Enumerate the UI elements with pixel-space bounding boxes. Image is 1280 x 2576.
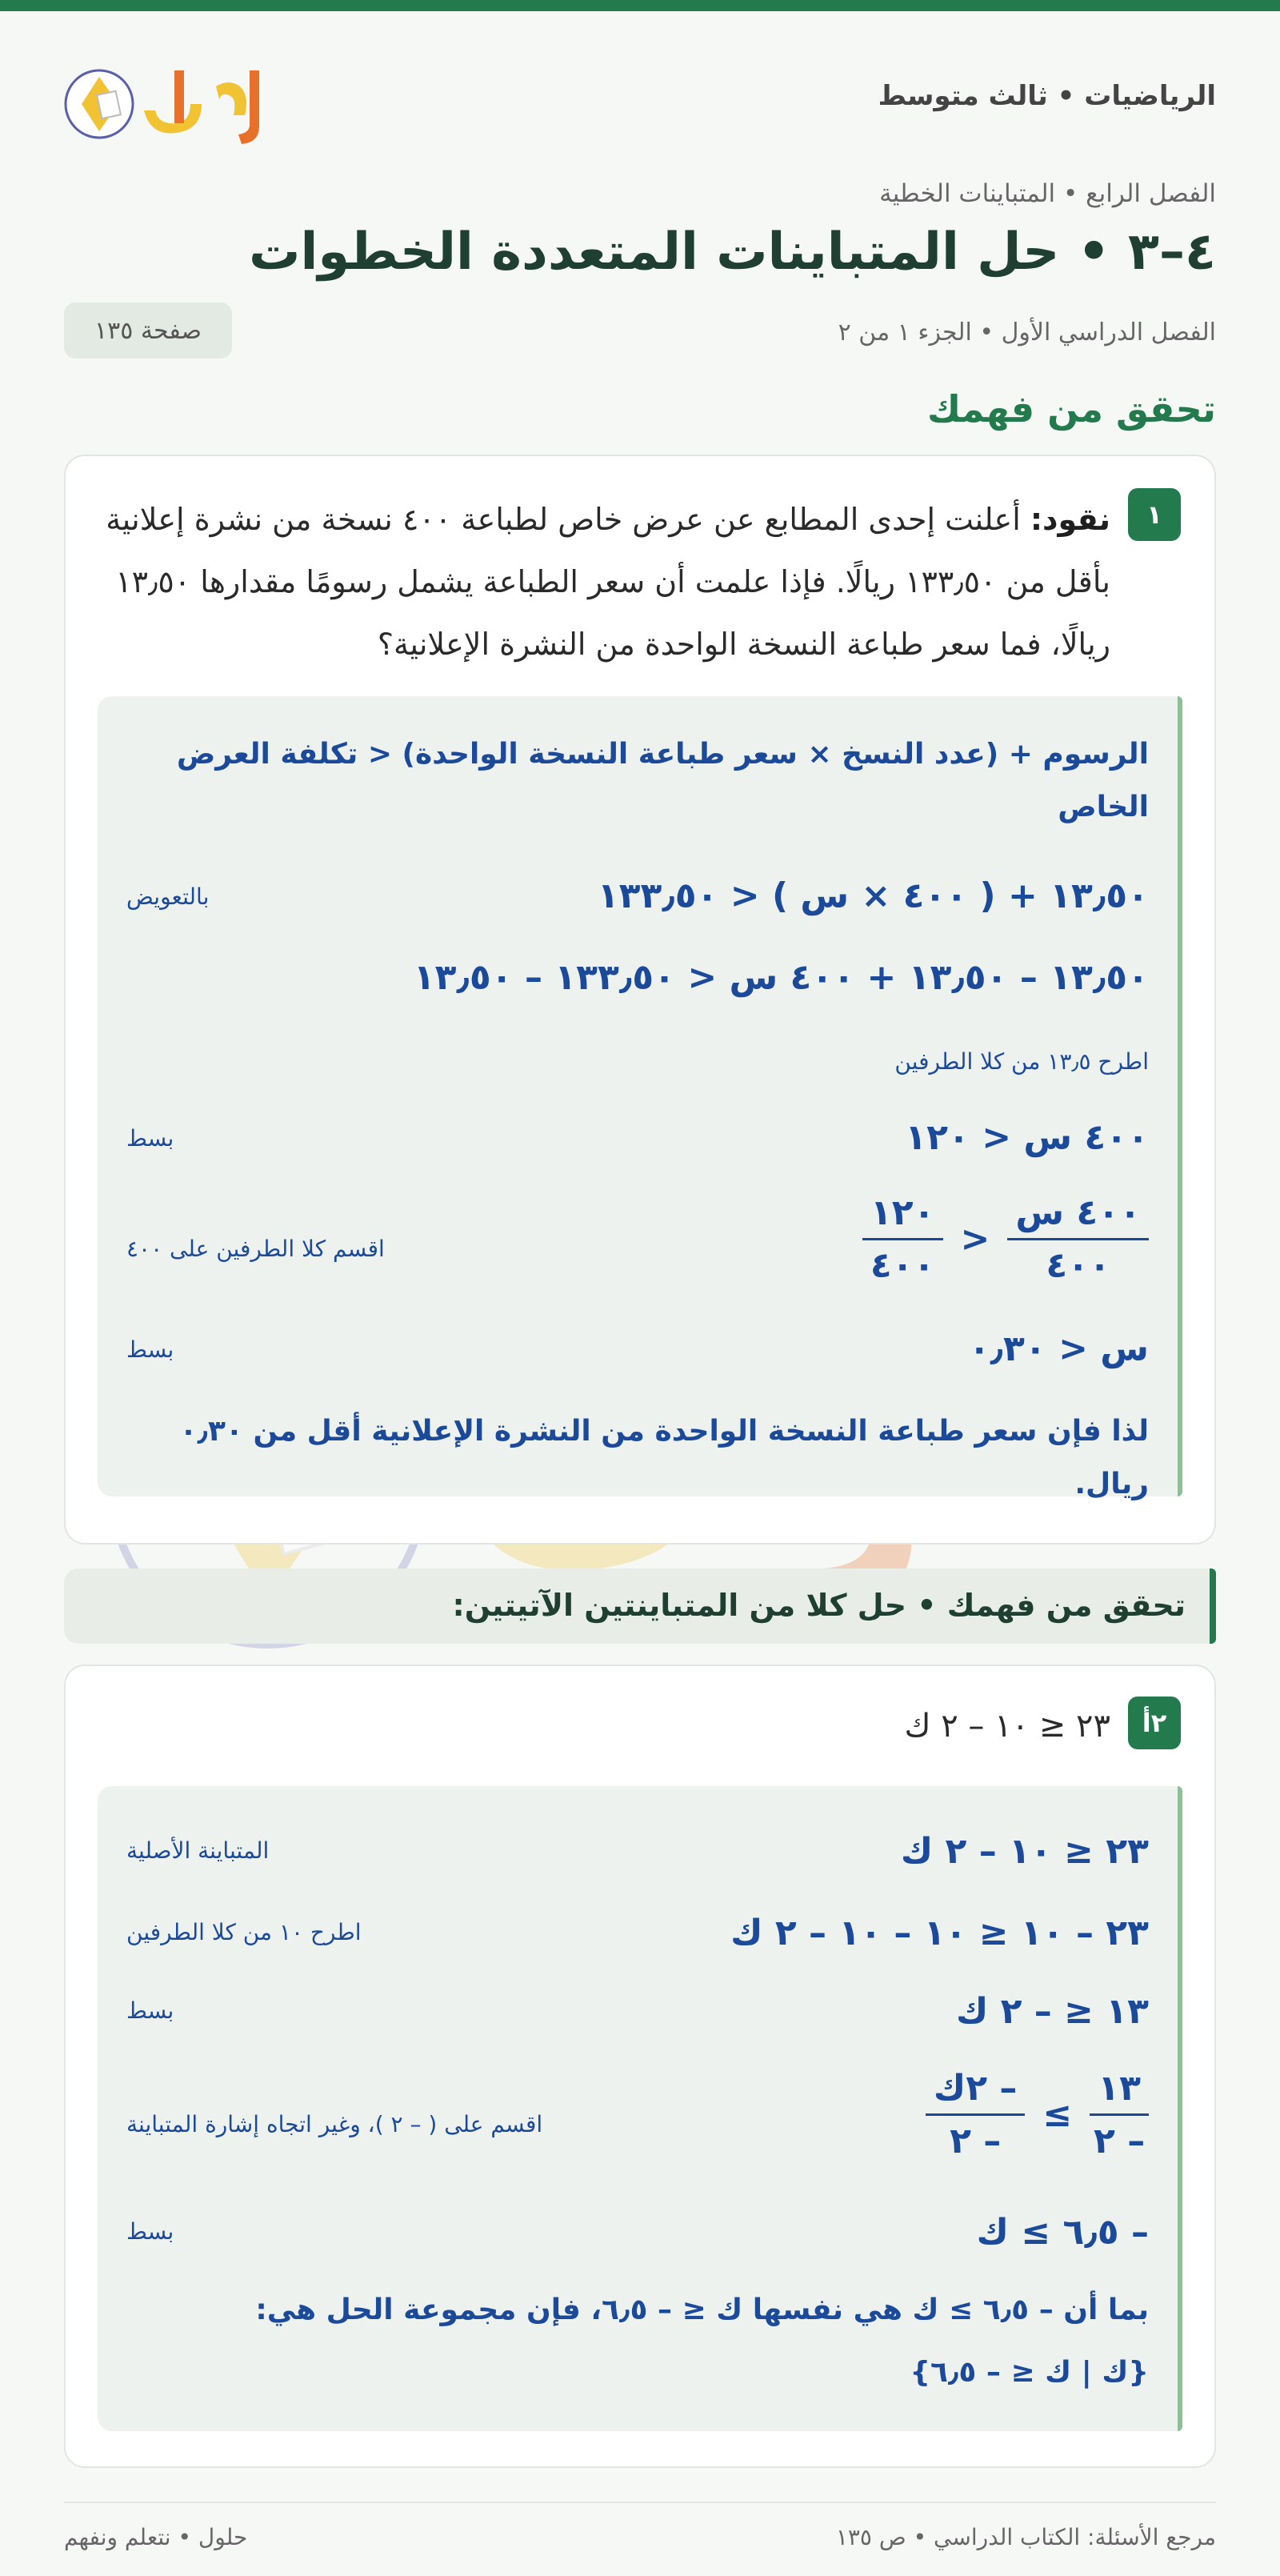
- problem-card-2a: [64, 1665, 1216, 2468]
- fraction-left: [1007, 1192, 1149, 1286]
- section-heading: تحقق من فهمك: [926, 387, 1216, 431]
- solution-set: {ك | ك ≤ – ٦٫٥}: [910, 2356, 1149, 2389]
- fraction-denominator: – ٢: [950, 2121, 1002, 2161]
- solution-step-note: بسط: [126, 1997, 174, 2024]
- fraction-right: [862, 1192, 943, 1286]
- solution-step-note: اقسم كلا الطرفين على ٤٠٠: [126, 1236, 385, 1262]
- problem-text: أعلنت إحدى المطابع عن عرض خاص لطباعة ٤٠٠ نسخة من نشرة إعلانية بأقل من ١٣٣٫٥٠ ريالًا. فإذا علمت أن سعر الطباعة يشمل رسومًا مقدارها ١٣٫٥٠ ريالًا، فما سعر طباعة النسخة الواحدة من النشرة الإعلانية؟: [106, 502, 1110, 662]
- chapter-label: الفصل الرابع • المتباينات الخطية: [879, 179, 1216, 208]
- problem-statement: ٢٣ ≤ ١٠ – ٢ ك: [904, 1708, 1110, 1745]
- inequality-sign: <: [960, 1219, 990, 1260]
- solution-step-equation: ١٣٫٥٠ + ( ٤٠٠ × س ) < ١٣٣٫٥٠: [597, 875, 1149, 916]
- solution-step-note: اقسم على ( – ٢ )، وغير اتجاه إشارة المتباينة: [126, 2111, 543, 2137]
- fraction-denominator: ٤٠٠: [1046, 1245, 1110, 1286]
- fraction-numerator: ١٢٠: [862, 1192, 943, 1240]
- solution-box-1: [98, 696, 1182, 1500]
- inequality-sign: ≥: [1042, 2094, 1073, 2135]
- fraction-denominator: – ٢: [1094, 2121, 1146, 2161]
- fraction-right: [926, 2068, 1026, 2161]
- problem-card-1: [64, 455, 1216, 1544]
- fraction-step: [862, 1192, 1149, 1286]
- solution-step-equation: – ٦٫٥ ≥ ك: [976, 2212, 1149, 2253]
- top-accent-bar: [0, 0, 1280, 11]
- fraction-left: [1090, 2068, 1149, 2161]
- solution-conclusion: لذا فإن سعر طباعة النسخة الواحدة من النشرة الإعلانية أقل من ٠٫٣٠ ريال.: [179, 1415, 1149, 1500]
- fraction-numerator: – ٢ك: [926, 2068, 1026, 2116]
- solution-step-equation: ١٣ ≤ – ٢ ك: [955, 1991, 1149, 2032]
- problem-number-badge: ١: [1128, 488, 1181, 541]
- fraction-denominator: ٤٠٠: [870, 1245, 935, 1286]
- subject-breadcrumb: الرياضيات • ثالث متوسط: [878, 80, 1216, 112]
- solution-step-note: اطرح ١٠ من كلا الطرفين: [126, 1919, 362, 1945]
- solution-step-equation: ٢٣ ≤ ١٠ – ٢ ك: [900, 1831, 1149, 1872]
- solution-step-note: اطرح ١٣٫٥ من كلا الطرفين: [894, 1048, 1149, 1075]
- footer-divider: [64, 2502, 1216, 2503]
- fraction-numerator: ٤٠٠ س: [1007, 1192, 1149, 1240]
- page-title: ٤–٣ • حل المتباينات المتعددة الخطوات: [249, 222, 1216, 282]
- solution-step-equation: ١٣٫٥٠ – ١٣٫٥٠ + ٤٠٠ س < ١٣٣٫٥٠ – ١٣٫٥٠: [413, 957, 1149, 998]
- footer-brand: حلول • نتعلم ونفهم: [64, 2524, 248, 2550]
- semester-label: الفصل الدراسي الأول • الجزء ١ من ٢: [838, 318, 1216, 347]
- problem-number-badge: ٢أ: [1128, 1697, 1181, 1749]
- brand-logo[interactable]: [64, 54, 288, 150]
- solution-conclusion: بما أن – ٦٫٥ ≥ ك هي نفسها ك ≤ – ٦٫٥، فإن مجموعة الحل هي:: [255, 2294, 1149, 2326]
- solution-step-note: بسط: [126, 1125, 174, 1152]
- solution-step-equation: ٤٠٠ س < ١٢٠: [905, 1117, 1149, 1158]
- solution-box-2a: [98, 1786, 1182, 2431]
- footer-reference: مرجع الأسئلة: الكتاب الدراسي • ص ١٣٥: [835, 2524, 1216, 2550]
- problem-statement: [98, 488, 1110, 675]
- solution-step-note: بالتعويض: [126, 883, 210, 910]
- exercise-banner: [64, 1568, 1216, 1644]
- problem-label: نقود:: [1030, 502, 1110, 537]
- solution-rule: الرسوم + (عدد النسخ × سعر طباعة النسخة الواحدة) < تكلفة العرض الخاص: [176, 738, 1149, 823]
- fraction-numerator: ١٣: [1090, 2068, 1149, 2116]
- solution-step-note: المتباينة الأصلية: [126, 1837, 270, 1864]
- solution-step-note: بسط: [126, 1336, 174, 1363]
- page-number-badge: صفحة ١٣٥: [64, 302, 232, 359]
- fraction-step: [926, 2068, 1149, 2161]
- exercise-banner-text: تحقق من فهمك • حل كلا من المتباينتين الآتيتين:: [452, 1588, 1186, 1623]
- solution-step-equation: س < ٠٫٣٠: [968, 1328, 1149, 1369]
- solution-step-equation: ٢٣ – ١٠ ≤ ١٠ – ١٠ – ٢ ك: [730, 1913, 1149, 1953]
- solution-step-note: بسط: [126, 2218, 174, 2245]
